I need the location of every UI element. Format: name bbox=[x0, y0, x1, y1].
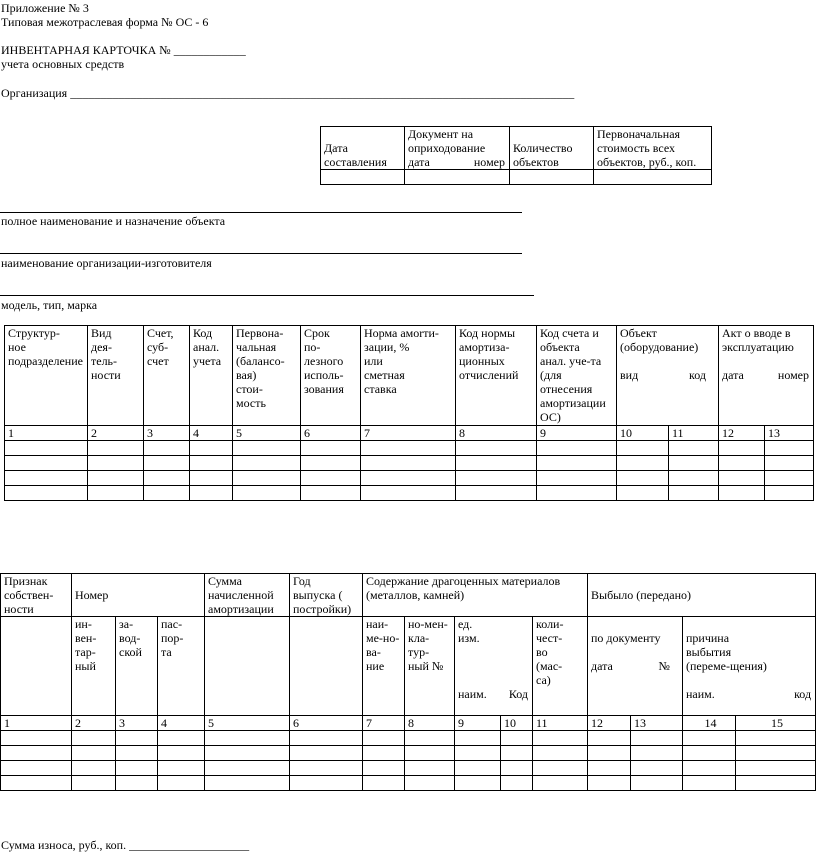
col-number: 6 bbox=[290, 716, 363, 731]
header-account: Счет, суб- счет bbox=[144, 326, 190, 426]
wear-sum-field: Сумма износа, руб., коп. ____________________ bbox=[1, 838, 250, 852]
header-nomenclature-number: но-мен- кла- тур- ный № bbox=[405, 617, 455, 716]
header-initial-cost: Первона- чальная (балансо- вая) стои- мость bbox=[233, 326, 301, 426]
table-row bbox=[5, 471, 814, 486]
doc-receipt-header bbox=[405, 127, 510, 170]
header-structural-unit: Структур- ное подразделение bbox=[5, 326, 88, 426]
header-analytic-code: Код анал. учета bbox=[190, 326, 233, 426]
col-number: 14 bbox=[683, 716, 736, 731]
doc-date-header: Дата составления bbox=[321, 127, 405, 170]
doc-quantity-cell bbox=[510, 170, 594, 185]
header-object bbox=[617, 326, 719, 426]
col-number: 2 bbox=[88, 426, 144, 441]
col-number: 1 bbox=[1, 716, 72, 731]
full-name-label: полное наименование и назначение объекта bbox=[1, 214, 226, 228]
col-number: 5 bbox=[205, 716, 290, 731]
object-title: Объект (оборудование) bbox=[620, 326, 699, 354]
col-number: 12 bbox=[588, 716, 631, 731]
header-depreciation-code: Код нормы амортиза- ционных отчислений bbox=[456, 326, 537, 426]
column-numbers-row bbox=[5, 426, 814, 441]
col-number: 4 bbox=[190, 426, 233, 441]
header-year: Год выпуска ( постройки) bbox=[290, 574, 363, 617]
year-cell bbox=[290, 617, 363, 716]
manufacturer-line bbox=[0, 253, 522, 254]
col-number: 10 bbox=[501, 716, 533, 731]
act-number: номер bbox=[777, 368, 810, 382]
col-number: 10 bbox=[617, 426, 669, 441]
header-precious-materials: Содержание драгоценных материалов (металлов, камней) bbox=[363, 574, 588, 617]
header-retired: Выбыло (передано) bbox=[588, 574, 816, 617]
header-factory-number: за- вод- ской bbox=[116, 617, 158, 716]
col-number: 3 bbox=[116, 716, 158, 731]
table-row bbox=[5, 441, 814, 456]
header-quantity: коли- чест- во (мас- са) bbox=[533, 617, 588, 716]
col-number: 9 bbox=[455, 716, 501, 731]
col-number: 12 bbox=[719, 426, 765, 441]
unit-title: ед. изм. bbox=[458, 617, 480, 645]
col-number: 13 bbox=[765, 426, 814, 441]
model-line bbox=[0, 295, 534, 296]
reason-name: наим. bbox=[686, 687, 715, 701]
header-ownership: Признак собствен- ности bbox=[1, 574, 72, 617]
by-document-title: по документу bbox=[591, 631, 661, 645]
col-number: 9 bbox=[537, 426, 617, 441]
col-number: 11 bbox=[669, 426, 719, 441]
col-number: 15 bbox=[736, 716, 816, 731]
table-row bbox=[5, 456, 814, 471]
table-row bbox=[1, 761, 816, 776]
document-table bbox=[320, 126, 712, 185]
header-unit bbox=[455, 617, 533, 716]
unit-name: наим. bbox=[458, 687, 487, 701]
depreciation-cell bbox=[205, 617, 290, 716]
manufacturer-label: наименование организации-изготовителя bbox=[1, 256, 212, 270]
object-kind: вид bbox=[620, 368, 639, 382]
header-activity-type: Вид дея- тель- ности bbox=[88, 326, 144, 426]
reason-title: причина выбытия (переме-щения) bbox=[686, 631, 767, 673]
doc-cost-header: Первоначальная стоимость всех объектов, руб., коп. bbox=[594, 127, 712, 170]
col-number: 11 bbox=[533, 716, 588, 731]
act-title: Акт о вводе в эксплуатацию bbox=[722, 326, 794, 354]
col-number: 2 bbox=[72, 716, 116, 731]
table-row bbox=[5, 486, 814, 501]
header-reason bbox=[683, 617, 816, 716]
header-inventory-number: ин- вен- тар- ный bbox=[72, 617, 116, 716]
col-number: 4 bbox=[158, 716, 205, 731]
doc-receipt-date: дата bbox=[408, 155, 430, 169]
unit-code: Код bbox=[508, 687, 528, 701]
asset-table bbox=[4, 325, 814, 501]
col-number: 13 bbox=[631, 716, 683, 731]
ownership-cell bbox=[1, 617, 72, 716]
doc-quantity-header: Количество объектов bbox=[510, 127, 594, 170]
col-number: 6 bbox=[301, 426, 361, 441]
act-date: дата bbox=[722, 368, 744, 382]
header-by-document bbox=[588, 617, 683, 716]
precious-materials-table bbox=[0, 573, 816, 791]
doc-receipt-cell bbox=[405, 170, 510, 185]
header-passport-number: пас- пор- та bbox=[158, 617, 205, 716]
doc-receipt-title: Документ на oприходование bbox=[408, 127, 486, 155]
doc-date-cell bbox=[321, 170, 405, 185]
doc-receipt-number: номер bbox=[473, 155, 505, 169]
organization-field: Организация ____________________________________________________________________________________ bbox=[1, 86, 575, 100]
by-document-number: № bbox=[658, 659, 670, 673]
header-commissioning-act bbox=[719, 326, 814, 426]
header-depreciation-sum: Сумма начисленной амортизации bbox=[205, 574, 290, 617]
table-row bbox=[1, 731, 816, 746]
header-material-name: наи- ме-но- ва- ние bbox=[363, 617, 405, 716]
col-number: 5 bbox=[233, 426, 301, 441]
header-useful-life: Срок по- лезного исполь- зования bbox=[301, 326, 361, 426]
col-number: 8 bbox=[456, 426, 537, 441]
full-name-line bbox=[0, 212, 522, 213]
col-number: 1 bbox=[5, 426, 88, 441]
form-label: Типовая межотраслевая форма № ОС - 6 bbox=[1, 15, 209, 29]
by-document-date: дата bbox=[591, 659, 613, 673]
col-number: 7 bbox=[363, 716, 405, 731]
appendix-label: Приложение № 3 bbox=[1, 1, 89, 15]
col-number: 3 bbox=[144, 426, 190, 441]
col-number: 7 bbox=[361, 426, 456, 441]
header-depreciation-rate: Норма амorти- зации, % или сметная ставка bbox=[361, 326, 456, 426]
col-number: 8 bbox=[405, 716, 455, 731]
doc-cost-cell bbox=[594, 170, 712, 185]
table-row bbox=[1, 746, 816, 761]
model-label: модель, тип, марка bbox=[1, 298, 98, 312]
table-row bbox=[1, 776, 816, 791]
reason-code: код bbox=[794, 687, 812, 701]
card-subtitle: учета основных средств bbox=[1, 57, 125, 71]
header-number: Номер bbox=[72, 574, 205, 617]
object-code: код bbox=[689, 368, 707, 382]
header-account-code: Код счета и объекта анал. уче-та (для отнесения амортизации ОС) bbox=[537, 326, 617, 426]
column-numbers-row bbox=[1, 716, 816, 731]
card-title: ИНВЕНТАРНАЯ КАРТОЧКА № ____________ bbox=[1, 43, 246, 57]
